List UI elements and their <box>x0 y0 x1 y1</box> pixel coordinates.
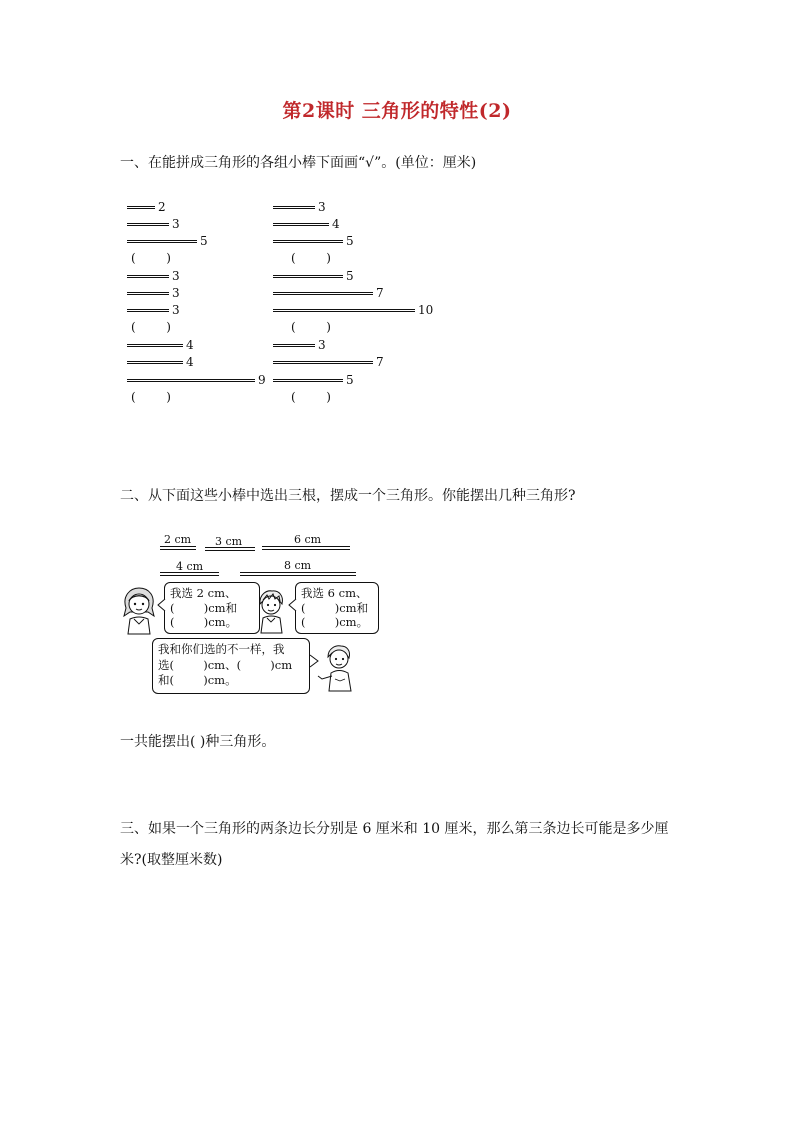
stick <box>127 309 169 312</box>
boy-icon <box>253 588 289 634</box>
stick <box>127 240 197 243</box>
stick-length: 3 <box>172 303 180 317</box>
speech-bubble-boy: 我选 6 cm、 ( )cm和 ( )cm。 <box>295 582 379 634</box>
stick-length: 10 <box>418 303 434 317</box>
page-title: 第2课时 三角形的特性(2) <box>282 100 512 122</box>
bubble-tail <box>288 598 297 612</box>
stick-length: 4 <box>186 355 194 369</box>
stick <box>127 361 183 364</box>
question-3-prompt-line-2: 米?(取整厘米数) <box>120 852 223 868</box>
stick-length: 2 <box>158 200 166 214</box>
stick-label: 4 cm <box>176 560 204 573</box>
stick-label: 8 cm <box>284 559 312 572</box>
stick-length: 5 <box>200 234 208 248</box>
stick-length: 9 <box>258 373 266 387</box>
stick <box>127 379 255 382</box>
stick-length: 7 <box>376 355 384 369</box>
stick-label: 2 cm <box>164 533 192 546</box>
answer-blank[interactable]: ( ) <box>131 320 171 334</box>
stick-length: 5 <box>346 269 354 283</box>
question-2-answer[interactable]: 一共能摆出( )种三角形。 <box>120 734 276 750</box>
stick-length: 5 <box>346 234 354 248</box>
stick <box>273 379 343 382</box>
stick-length: 4 <box>186 338 194 352</box>
stick-length: 3 <box>172 217 180 231</box>
stick <box>127 206 155 209</box>
question-1-prompt: 一、在能拼成三角形的各组小棒下面画“√”。(单位：厘米) <box>120 155 477 171</box>
question-2-prompt: 二、从下面这些小棒中选出三根，摆成一个三角形。你能摆出几种三角形? <box>120 488 576 504</box>
stick <box>127 292 169 295</box>
speech-bubble-bottom: 我和你们选的不一样，我 选( )cm、( )cm 和( )cm。 <box>152 638 310 694</box>
stick <box>273 361 373 364</box>
girl-icon <box>120 586 158 636</box>
stick <box>273 223 329 226</box>
stick-length: 3 <box>172 269 180 283</box>
stick <box>127 275 169 278</box>
answer-blank[interactable]: ( ) <box>291 251 331 265</box>
question-3-prompt-line-1: 三、如果一个三角形的两条边长分别是 6 厘米和 10 厘米，那么第三条边长可能是多少厘 <box>120 821 669 837</box>
stick <box>273 206 315 209</box>
stick <box>160 546 196 550</box>
answer-blank[interactable]: ( ) <box>131 390 171 404</box>
stick <box>273 240 343 243</box>
stick-length: 3 <box>318 338 326 352</box>
stick-label: 3 cm <box>215 535 243 548</box>
bubble-tail <box>157 598 166 612</box>
stick <box>273 275 343 278</box>
boy-pointing-icon <box>316 643 358 693</box>
stick <box>160 572 219 576</box>
stick-length: 3 <box>172 286 180 300</box>
stick <box>240 572 356 576</box>
answer-blank[interactable]: ( ) <box>291 390 331 404</box>
stick-length: 4 <box>332 217 340 231</box>
stick <box>273 309 415 312</box>
stick <box>262 546 350 550</box>
answer-blank[interactable]: ( ) <box>131 251 171 265</box>
stick-length: 7 <box>376 286 384 300</box>
answer-blank[interactable]: ( ) <box>291 320 331 334</box>
stick <box>273 344 315 347</box>
stick <box>205 547 255 551</box>
stick <box>127 223 169 226</box>
stick-label: 6 cm <box>294 533 322 546</box>
stick <box>127 344 183 347</box>
stick <box>273 292 373 295</box>
stick-length: 3 <box>318 200 326 214</box>
speech-bubble-girl: 我选 2 cm、 ( )cm和 ( )cm。 <box>164 582 260 634</box>
stick-length: 5 <box>346 373 354 387</box>
